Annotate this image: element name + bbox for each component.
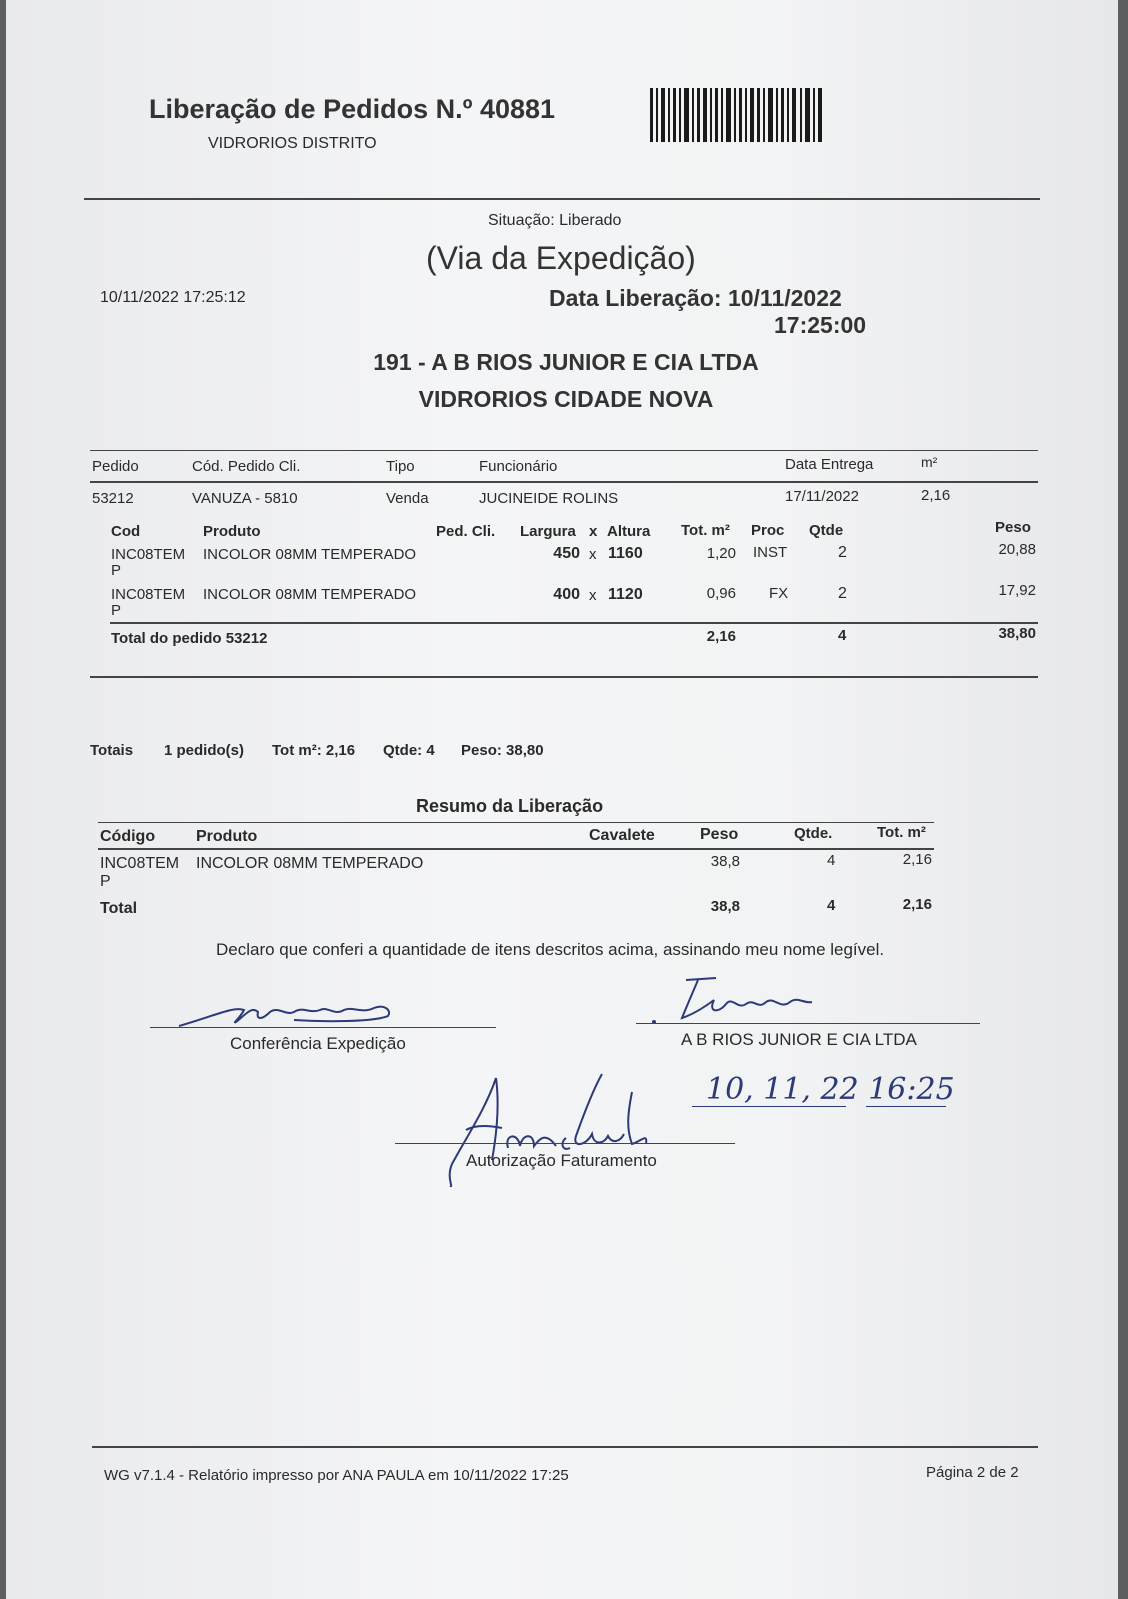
totais-qtde: Qtde: 4 xyxy=(383,742,435,759)
col-cod-pedido-cli: Cód. Pedido Cli. xyxy=(192,458,301,475)
divider xyxy=(110,622,1038,624)
order-cod-cli: VANUZA - 5810 xyxy=(192,490,298,507)
resumo-codigo-cont: P xyxy=(100,873,111,890)
divider xyxy=(84,198,1040,200)
conferencia-label: Conferência Expedição xyxy=(230,1034,406,1053)
handwritten-date: 10, 11, 22 16:25 xyxy=(706,1072,955,1107)
totais-pedidos: 1 pedido(s) xyxy=(164,742,245,759)
signature-line xyxy=(636,1023,980,1024)
item-col-produto: Produto xyxy=(203,523,261,540)
item-produto: INCOLOR 08MM TEMPERADO xyxy=(203,586,417,603)
item-tot-m2: 0,96 xyxy=(706,585,736,602)
resumo-codigo: INC08TEM xyxy=(100,855,180,872)
cliente-label: A B RIOS JUNIOR E CIA LTDA xyxy=(681,1030,917,1049)
declaration-text: Declaro que conferi a quantidade de itens descritos acima, assinando meu nome legível. xyxy=(216,940,885,959)
order-pedido: 53212 xyxy=(92,490,134,507)
item-col-proc: Proc xyxy=(751,522,785,539)
resumo-col-tot-m2: Tot. m² xyxy=(877,824,926,841)
printed-timestamp: 10/11/2022 17:25:12 xyxy=(100,289,246,306)
item-altura: 1120 xyxy=(608,586,643,603)
handwritten-underline xyxy=(692,1106,846,1107)
resumo-tot-m2: 2,16 xyxy=(902,851,932,868)
signature-line xyxy=(150,1027,496,1028)
totais-peso: Peso: 38,80 xyxy=(461,742,544,759)
document-page xyxy=(6,0,1118,1599)
item-col-x: x xyxy=(589,523,598,540)
col-funcionario: Funcionário xyxy=(479,458,558,475)
item-col-ped-cli: Ped. Cli. xyxy=(436,523,496,540)
item-x: x xyxy=(589,587,597,604)
resumo-col-produto: Produto xyxy=(196,828,258,845)
signature-line xyxy=(395,1143,735,1144)
item-col-largura: Largura xyxy=(520,523,576,540)
item-proc: FX xyxy=(769,585,789,602)
data-liberacao: Data Liberação: 10/11/2022 xyxy=(549,285,842,311)
footer-divider xyxy=(92,1446,1038,1448)
col-data-entrega: Data Entrega xyxy=(785,456,874,473)
footer-report-info: WG v7.1.4 - Relatório impresso por ANA PAULA em 10/11/2022 17:25 xyxy=(104,1467,569,1484)
situacao-status: Situação: Liberado xyxy=(488,212,622,229)
resumo-col-qtde: Qtde. xyxy=(794,825,833,842)
handwritten-underline xyxy=(866,1106,946,1107)
totais-label: Totais xyxy=(90,742,134,759)
order-total-label: Total do pedido 53212 xyxy=(111,630,268,647)
col-pedido: Pedido xyxy=(92,458,139,475)
order-funcionario: JUCINEIDE ROLINS xyxy=(479,490,619,507)
resumo-title: Resumo da Liberação xyxy=(416,796,604,816)
resumo-produto: INCOLOR 08MM TEMPERADO xyxy=(196,855,424,872)
item-cod-cont: P xyxy=(111,562,122,579)
via-label: (Via da Expedição) xyxy=(426,240,696,276)
item-qtde: 2 xyxy=(838,585,847,602)
item-peso: 17,92 xyxy=(998,582,1036,599)
item-largura: 450 xyxy=(553,545,580,562)
item-cod: INC08TEM xyxy=(111,586,186,603)
resumo-total-peso: 38,8 xyxy=(710,898,740,915)
item-col-peso: Peso xyxy=(995,519,1031,536)
divider xyxy=(90,676,1038,678)
item-cod: INC08TEM xyxy=(111,546,186,563)
order-total-m2: 2,16 xyxy=(706,628,736,645)
item-col-qtde: Qtde xyxy=(809,522,844,539)
resumo-qtde: 4 xyxy=(827,852,836,869)
item-col-tot-m2: Tot. m² xyxy=(681,522,730,539)
item-col-cod: Cod xyxy=(111,523,141,540)
divider xyxy=(98,822,934,823)
item-altura: 1160 xyxy=(608,545,643,562)
resumo-peso: 38,8 xyxy=(710,853,740,870)
item-cod-cont: P xyxy=(111,602,122,619)
resumo-total-qtde: 4 xyxy=(827,897,836,914)
item-col-altura: Altura xyxy=(607,523,651,540)
order-m2: 2,16 xyxy=(921,487,951,504)
order-data-entrega: 17/11/2022 xyxy=(785,488,859,505)
item-x: x xyxy=(589,546,597,563)
resumo-total-tot-m2: 2,16 xyxy=(902,896,932,913)
divider xyxy=(90,450,1038,451)
resumo-total-label: Total xyxy=(100,900,138,917)
signature-conferencia-icon xyxy=(174,992,404,1032)
signature-cliente-icon xyxy=(646,974,836,1026)
col-m2: m² xyxy=(921,454,938,470)
item-produto: INCOLOR 08MM TEMPERADO xyxy=(203,546,417,563)
order-total-qtde: 4 xyxy=(838,627,847,644)
client-name: 191 - A B RIOS JUNIOR E CIA LTDA xyxy=(373,349,759,375)
order-tipo: Venda xyxy=(386,490,429,507)
barcode-icon xyxy=(650,88,822,142)
resumo-col-cavalete: Cavalete xyxy=(589,827,655,844)
item-largura: 400 xyxy=(553,586,580,603)
item-proc: INST xyxy=(753,544,788,561)
order-total-peso: 38,80 xyxy=(998,625,1036,642)
signature-autorizacao-icon xyxy=(436,1068,666,1192)
divider xyxy=(98,848,934,850)
autorizacao-label: Autorização Faturamento xyxy=(466,1151,657,1170)
document-title: Liberação de Pedidos N.º 40881 xyxy=(149,94,556,124)
item-tot-m2: 1,20 xyxy=(706,545,736,562)
divider xyxy=(90,481,1038,483)
item-qtde: 2 xyxy=(838,544,847,561)
resumo-col-peso: Peso xyxy=(700,826,739,843)
company-name: VIDRORIOS DISTRITO xyxy=(208,135,377,152)
client-store: VIDRORIOS CIDADE NOVA xyxy=(418,386,714,412)
hora-liberacao: 17:25:00 xyxy=(774,312,867,338)
resumo-col-codigo: Código xyxy=(100,828,156,845)
totais-m2: Tot m²: 2,16 xyxy=(272,742,356,759)
col-tipo: Tipo xyxy=(386,458,415,475)
item-peso: 20,88 xyxy=(998,541,1036,558)
footer-page-number: Página 2 de 2 xyxy=(926,1464,1019,1481)
